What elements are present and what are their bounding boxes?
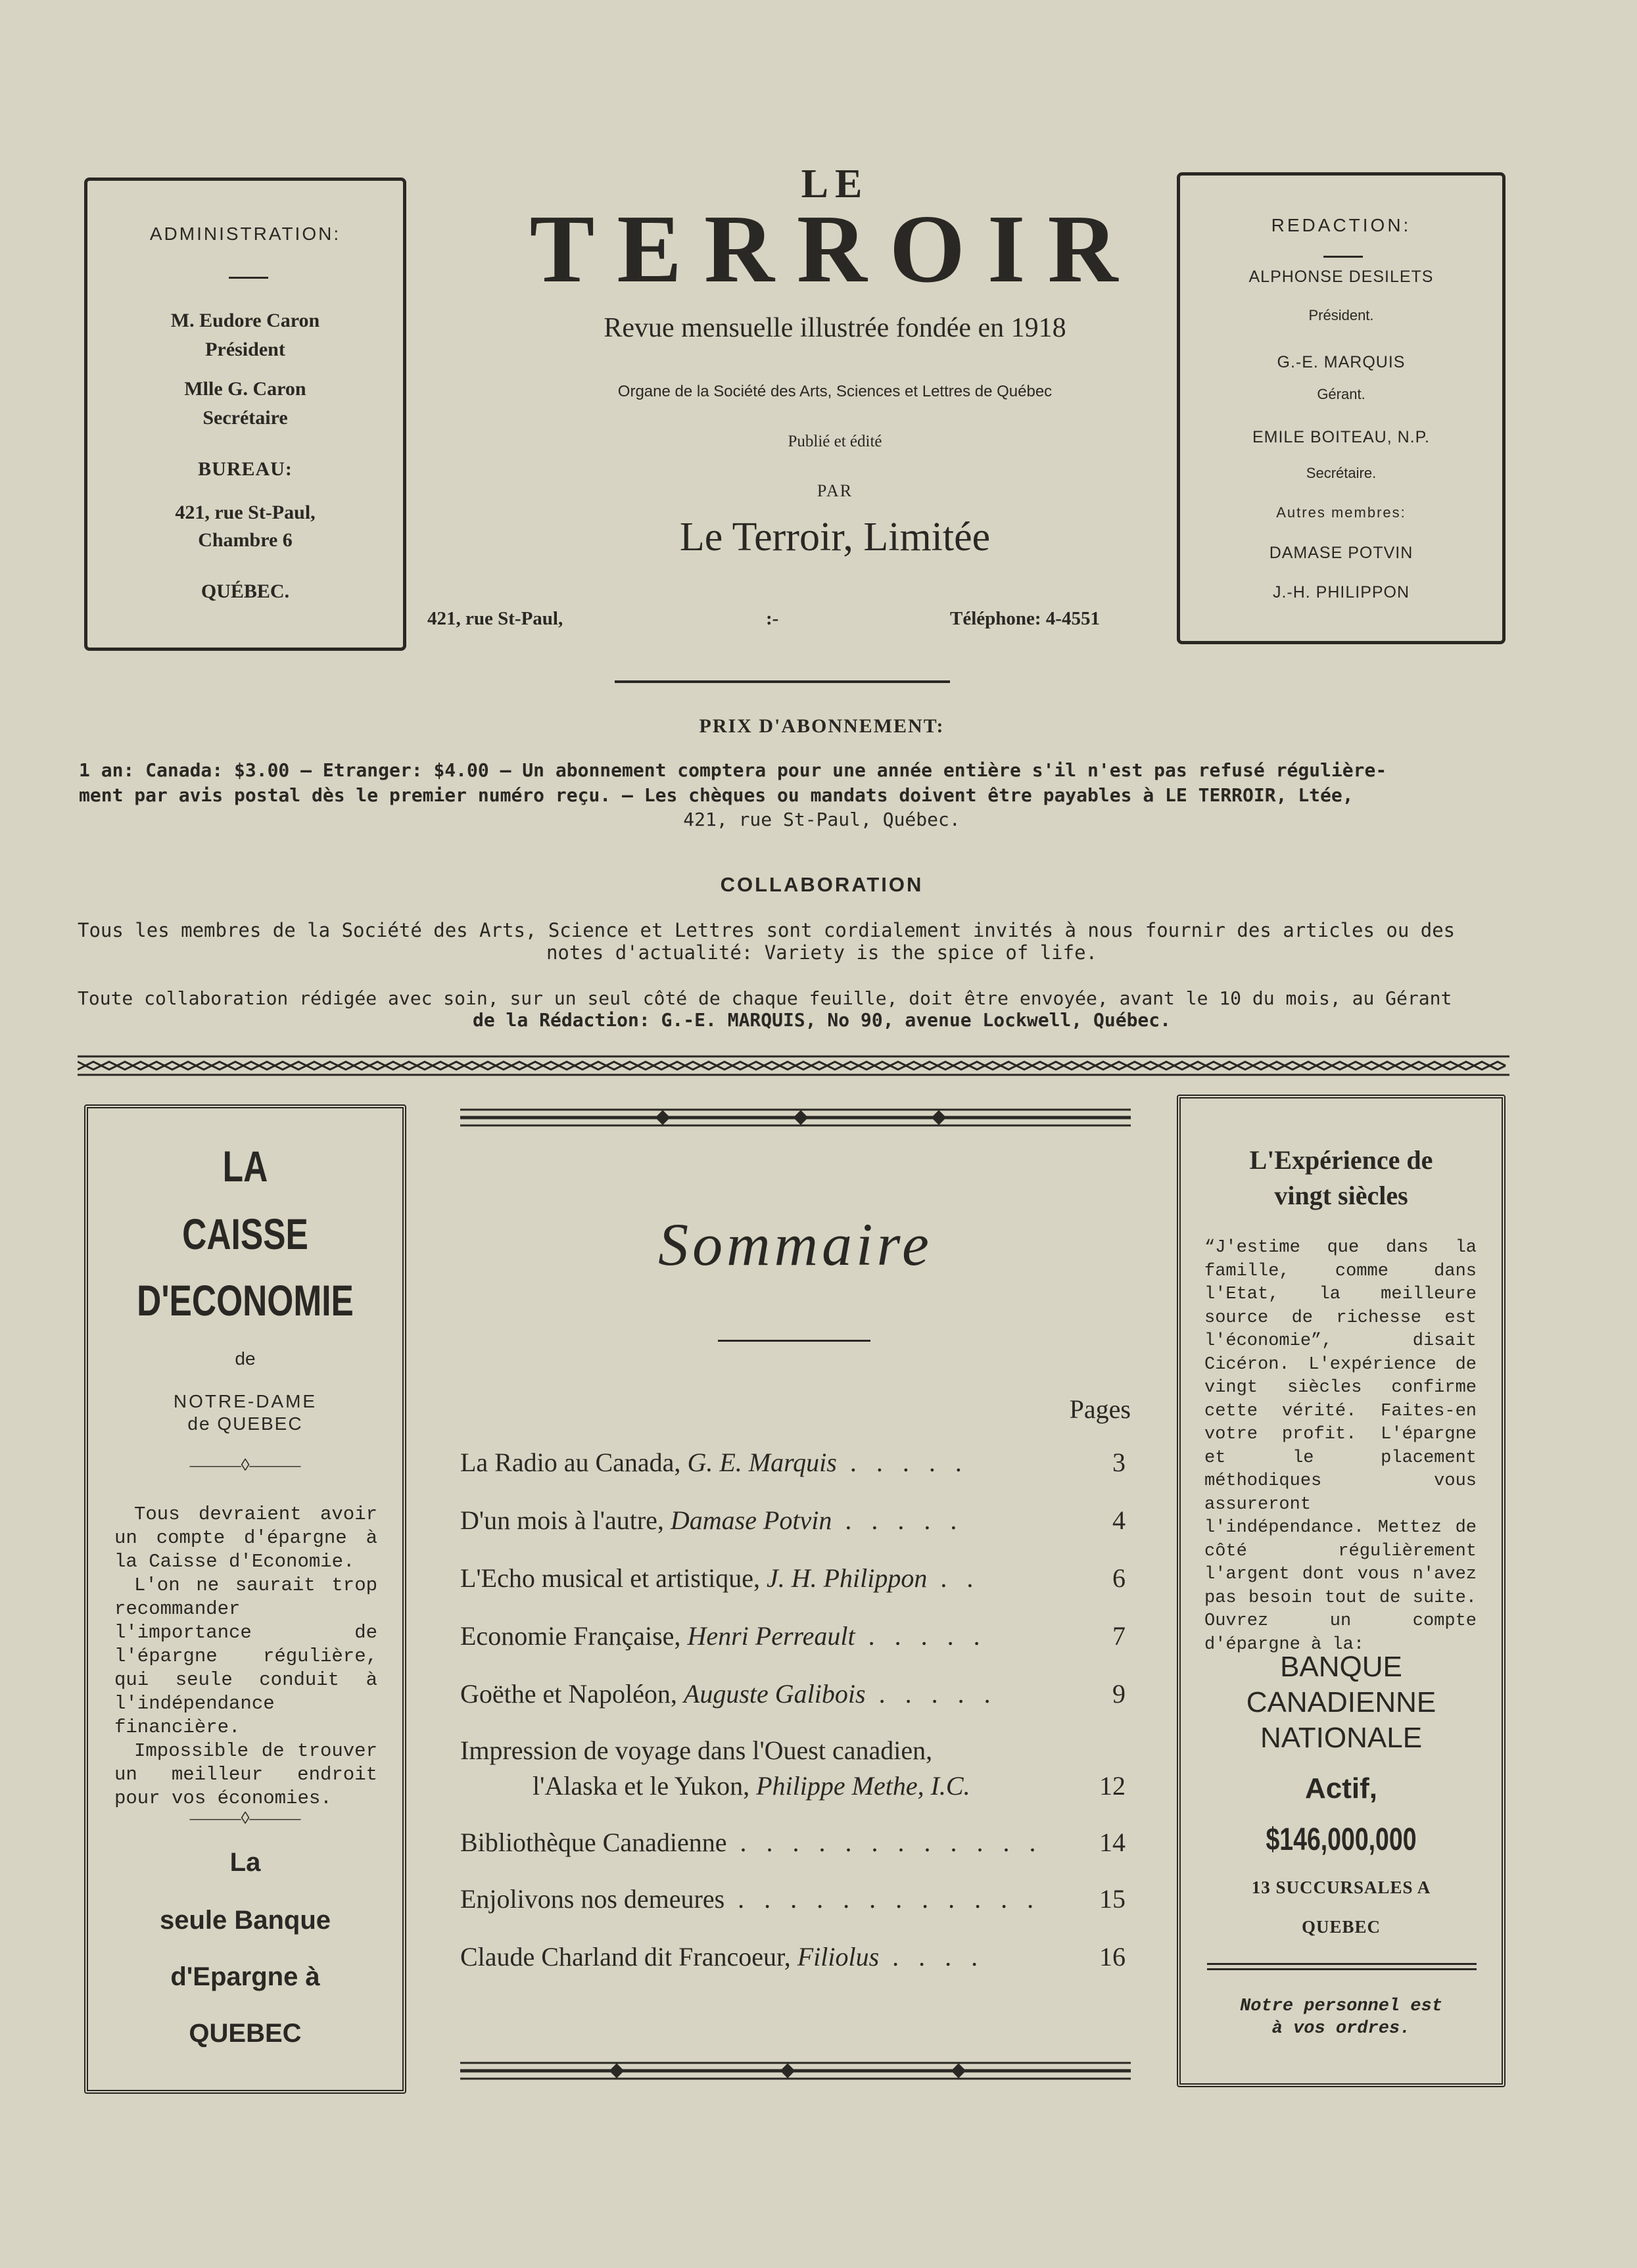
caisse-de: de	[235, 1348, 256, 1369]
toc-entry-leader: . . . . .	[836, 1448, 968, 1477]
admin-person2-name: Mlle G. Caron	[184, 378, 306, 400]
toc-entry-title: La Radio au Canada,	[460, 1448, 688, 1477]
toc-entry-author: Filiolus	[797, 1942, 880, 1972]
toc-entry-leader: . . . . . . . . . . . .	[724, 1884, 1041, 1914]
toc-entry-page: 16	[1099, 1942, 1126, 1972]
collaboration-line1: Tous les membres de la Société des Arts, Science et Lettres sont cordialement invités à nous fournir des articles ou des	[78, 919, 1456, 941]
toc-entry	[460, 1733, 1126, 1804]
masthead-organ: Organe de la Société des Arts, Sciences et Lettres de Québec	[617, 383, 1053, 400]
experience-bank3: NATIONALE	[1260, 1722, 1423, 1754]
masthead-telephone: Téléphone: 4-4551	[950, 608, 1100, 629]
sommaire-bottom-rule	[460, 2058, 1131, 2084]
collaboration-heading: COLLABORATION	[720, 873, 924, 896]
experience-title2: vingt siècles	[1274, 1181, 1408, 1210]
caisse-body-paragraph1: Tous devraient avoir un compte d'épargne à la Caisse d'Economie.	[114, 1503, 377, 1572]
toc-entry-page: 3	[1112, 1448, 1126, 1477]
caisse-ad-box	[84, 1104, 406, 2094]
collaboration-line3: Toute collaboration rédigée avec soin, sur un seul côté de chaque feuille, doit être envoyée, avant le 10 du mois, au Gérant	[78, 987, 1452, 1009]
toc-entry-title: D'un mois à l'autre,	[460, 1505, 671, 1535]
admin-person1-role: Président	[205, 339, 285, 360]
admin-bureau-address1: 421, rue St-Paul,	[175, 502, 316, 523]
redaction-member1-role: Président.	[1308, 307, 1374, 323]
toc-entry-leader: . .	[927, 1563, 980, 1593]
toc-entry	[460, 1881, 1126, 1917]
toc-entry	[460, 1939, 1126, 1975]
wave-divider	[78, 1054, 1509, 1077]
divider	[1207, 1963, 1477, 1965]
toc-entry-page: 7	[1112, 1621, 1126, 1651]
experience-bank2: CANADIENNE	[1246, 1686, 1436, 1718]
toc-entry-leader: . . . . .	[832, 1505, 964, 1535]
admin-bureau-city: QUÉBEC.	[201, 580, 290, 602]
redaction-member3-name: EMILE BOITEAU, N.P.	[1252, 428, 1430, 446]
toc-entry	[460, 1445, 1126, 1480]
experience-branches2: QUEBEC	[1301, 1917, 1381, 1937]
toc-entry-page: 4	[1112, 1505, 1126, 1535]
toc-entry-title: Enjolivons nos demeures	[460, 1884, 725, 1914]
experience-footer1: Notre personnel est	[1240, 1996, 1442, 2016]
admin-person2-role: Secrétaire	[202, 407, 288, 429]
ornament-divider: ———◊———	[189, 1808, 301, 1828]
masthead-separator: :-	[766, 608, 779, 629]
sommaire-pages-label: Pages	[1069, 1394, 1131, 1424]
toc-entry-page: 6	[1112, 1563, 1126, 1593]
ornament-divider: ———◊———	[189, 1455, 301, 1475]
experience-bank1: BANQUE	[1280, 1651, 1402, 1683]
toc-entry	[460, 1825, 1126, 1860]
redaction-member3-role: Secrétaire.	[1306, 465, 1377, 481]
redaction-member4-name: DAMASE POTVIN	[1269, 544, 1413, 562]
caisse-body-paragraph2: L'on ne saurait trop recommander l'importance de l'épargne régulière, qui seule conduit à l'indépendance financière.	[114, 1574, 377, 1738]
toc-entry-title: Claude Charland dit Francoeur,	[460, 1942, 797, 1972]
caisse-line2: CAISSE	[182, 1210, 308, 1258]
experience-body: “J'estime que dans la famille, comme dans l'Etat, la meilleure source de richesse est l'économie”, disait Cicéron. L'expérience de vingt siècles confirme cette vérité. Faites-en votre profit. L'épargne et le placement méthodiques vous assureront l'indépendance. Mettez de côté régulièrement l'argent dont vous n'avez pas besoin tout de suite. Ouvrez un compte d'épargne à la:	[1204, 1238, 1477, 1655]
toc-entry-leader: . . . . . . . . . . . .	[726, 1828, 1043, 1857]
masthead-par: PAR	[817, 481, 853, 500]
collaboration-line4: de la Rédaction: G.-E. MARQUIS, No 90, avenue Lockwell, Québec.	[472, 1009, 1172, 1031]
section-divider	[615, 680, 950, 683]
toc-entry-title: L'Echo musical et artistique,	[460, 1563, 767, 1593]
administration-heading: ADMINISTRATION:	[149, 224, 341, 244]
toc-entry-author: Henri Perreault	[687, 1621, 855, 1651]
prix-line3: 421, rue St-Paul, Québec.	[683, 809, 961, 830]
toc-entry	[460, 1561, 1126, 1596]
caisse-footer2: seule Banque	[159, 1906, 331, 1935]
sommaire-top-rule	[460, 1104, 1131, 1131]
toc-entry-title: Goëthe et Napoléon,	[460, 1679, 684, 1709]
toc-entry-leader: . . . .	[879, 1942, 985, 1972]
sommaire-divider	[718, 1340, 870, 1342]
experience-ad-box	[1177, 1095, 1506, 2087]
redaction-member2-role: Gérant.	[1317, 386, 1365, 402]
caisse-footer3: d'Epargne à	[170, 1962, 320, 1991]
caisse-place1: NOTRE-DAME	[173, 1391, 318, 1411]
caisse-footer1: La	[229, 1848, 261, 1877]
toc-entry-leader: . . . . .	[855, 1621, 987, 1651]
toc-entry	[460, 1503, 1126, 1538]
masthead-address: 421, rue St-Paul,	[427, 608, 563, 629]
divider	[229, 277, 268, 279]
toc-entry-page: 14	[1099, 1828, 1126, 1857]
admin-person1-name: M. Eudore Caron	[170, 310, 320, 331]
caisse-line3: D'ECONOMIE	[137, 1276, 354, 1325]
caisse-body-paragraph3: Impossible de trouver un meilleur endroit pour vos économies.	[114, 1740, 377, 1809]
toc-entry-page: 9	[1112, 1679, 1126, 1709]
toc-entry-title: Bibliothèque Canadienne	[460, 1828, 727, 1857]
administration-box	[84, 177, 406, 651]
toc-entry	[460, 1618, 1126, 1654]
caisse-body	[114, 1503, 377, 1810]
masthead-title: TERROIR	[529, 195, 1141, 303]
toc-entry-author: Philippe Methe, I.C.	[756, 1771, 970, 1801]
toc-entry-leader: . . . . .	[865, 1679, 997, 1709]
toc-entry-title: Impression de voyage dans l'Ouest canadien,	[460, 1736, 933, 1765]
toc-entry-author: Auguste Galibois	[683, 1679, 866, 1709]
toc-entry	[460, 1676, 1126, 1712]
experience-branches1: 13 SUCCURSALES A	[1251, 1878, 1431, 1897]
toc-entry-title: l'Alaska et le Yukon,	[533, 1771, 757, 1801]
redaction-member1-name: ALPHONSE DESILETS	[1248, 268, 1434, 286]
experience-title1: L'Expérience de	[1249, 1145, 1433, 1175]
toc-entry-title: Economie Française,	[460, 1621, 688, 1651]
toc-entry-page: 15	[1099, 1884, 1126, 1914]
caisse-footer4: QUEBEC	[189, 2019, 302, 2048]
prix-line1: 1 an: Canada: $3.00 — Etranger: $4.00 — Un abonnement comptera pour une année entière s'il n'est pas refusé régulière-	[79, 759, 1387, 781]
experience-actif: Actif,	[1305, 1772, 1377, 1805]
prix-line2: ment par avis postal dès le premier numéro reçu. — Les chèques ou mandats doivent être payables à LE TERROIR, Ltée,	[79, 784, 1354, 806]
redaction-others-label: Autres membres:	[1276, 504, 1406, 521]
collaboration-line2: notes d'actualité: Variety is the spice of life.	[546, 941, 1098, 964]
redaction-member2-name: G.-E. MARQUIS	[1277, 353, 1406, 371]
admin-bureau-address2: Chambre 6	[198, 529, 293, 551]
masthead-company: Le Terroir, Limitée	[679, 515, 991, 559]
divider	[1207, 1968, 1477, 1970]
admin-bureau-label: BUREAU:	[198, 458, 293, 480]
masthead-le: LE	[801, 162, 869, 206]
experience-amount: $146,000,000	[1266, 1822, 1417, 1857]
redaction-member5-name: J.-H. PHILIPPON	[1272, 583, 1410, 602]
masthead-subtitle: Revue mensuelle illustrée fondée en 1918	[604, 313, 1066, 343]
sommaire-title: Sommaire	[658, 1211, 933, 1278]
redaction-heading: REDACTION:	[1271, 215, 1412, 235]
caisse-line1: LA	[222, 1142, 268, 1191]
masthead-published: Publié et édité	[788, 433, 882, 450]
toc-entry-author: G. E. Marquis	[687, 1448, 837, 1477]
toc-entry-page: 12	[1099, 1771, 1126, 1801]
prix-heading: PRIX D'ABONNEMENT:	[699, 715, 945, 737]
divider	[1323, 256, 1363, 258]
toc-entry-author: Damase Potvin	[670, 1505, 832, 1535]
caisse-place2: de QUEBEC	[187, 1413, 303, 1434]
experience-footer2: à vos ordres.	[1271, 2019, 1411, 2039]
redaction-box	[1177, 172, 1506, 644]
toc-entry-author: J. H. Philippon	[766, 1563, 928, 1593]
